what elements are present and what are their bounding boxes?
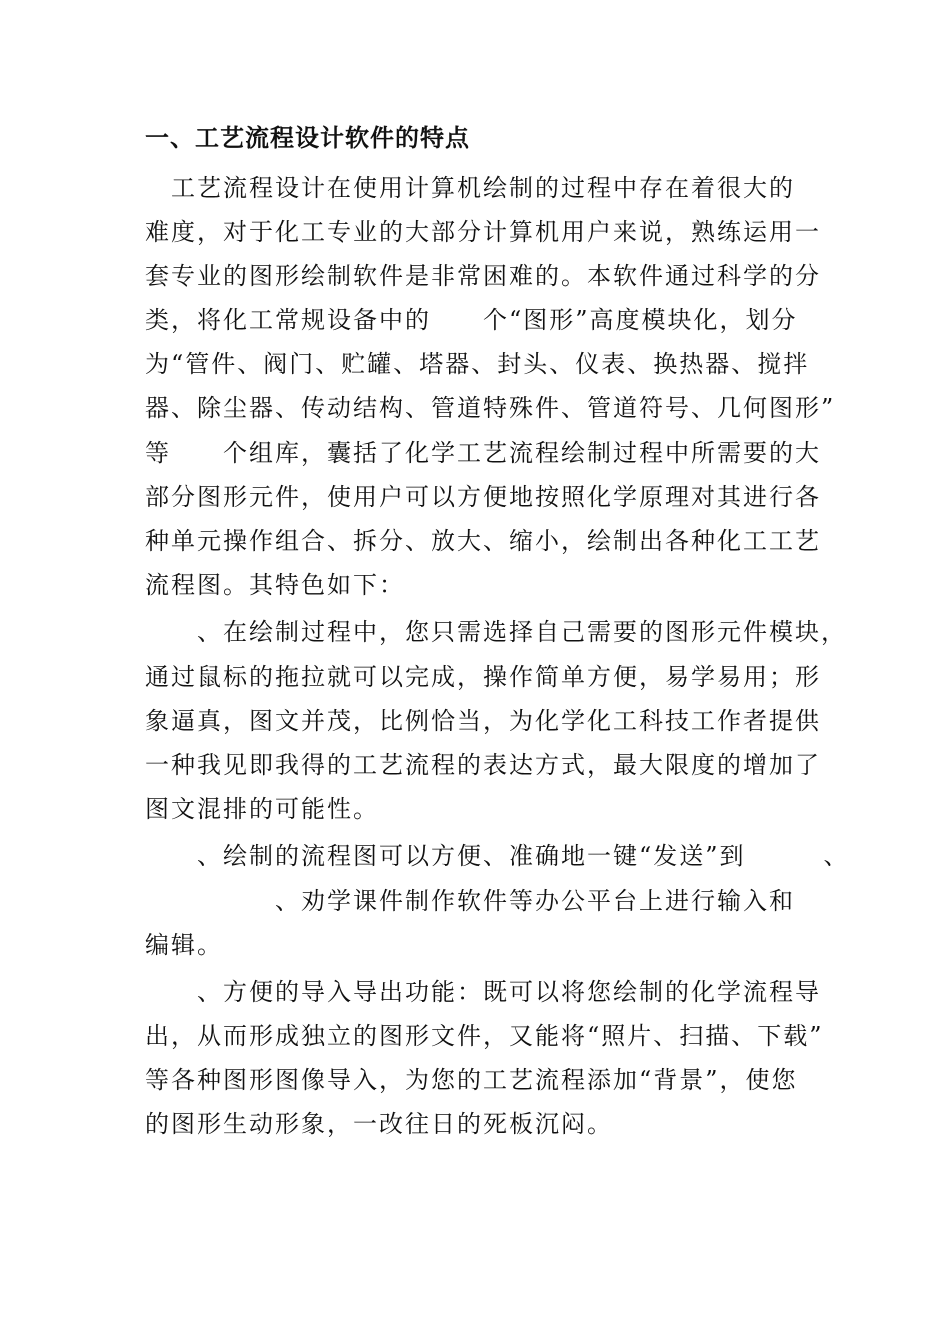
paragraph-line: 通过鼠标的拖拉就可以完成，操作简单方便，易学易用；形 [145, 663, 821, 691]
section-heading: 一、工艺流程设计软件的特点 [145, 124, 470, 152]
paragraph-line: 等各种图形图像导入，为您的工艺流程添加“背景”，使您 [145, 1066, 798, 1094]
paragraph-line: 、绘制的流程图可以方便、准确地一键“发送”到 、 [145, 842, 850, 870]
paragraph-line: 部分图形元件，使用户可以方便地按照化学原理对其进行各 [145, 483, 821, 511]
paragraph-line: 、方便的导入导出功能：既可以将您绘制的化学流程导 [145, 978, 821, 1006]
paragraph-line: 流程图。其特色如下： [145, 571, 405, 599]
paragraph-line: 一种我见即我得的工艺流程的表达方式，最大限度的增加了 [145, 751, 821, 779]
paragraph-line: 等 个组库，囊括了化学工艺流程绘制过程中所需要的大 [145, 439, 821, 467]
paragraph-line: 的图形生动形象，一改往日的死板沉闷。 [145, 1110, 613, 1138]
paragraph-line: 、劝学课件制作软件等办公平台上进行输入和 [145, 887, 795, 915]
paragraph-line: 难度，对于化工专业的大部分计算机用户来说，熟练运用一 [145, 218, 821, 246]
paragraph-line: 象逼真，图文并茂，比例恰当，为化学化工科技工作者提供 [145, 707, 821, 735]
paragraph-line: 为“管件、阀门、贮罐、塔器、封头、仪表、换热器、搅拌 [145, 350, 810, 378]
paragraph-line: 类，将化工常规设备中的 个“图形”高度模块化，划分 [145, 306, 798, 334]
paragraph-line: 器、除尘器、传动结构、管道特殊件、管道符号、几何图形” [145, 394, 836, 422]
paragraph-line: 、在绘制过程中，您只需选择自己需要的图形元件模块， [145, 618, 847, 646]
paragraph-line: 套专业的图形绘制软件是非常困难的。本软件通过科学的分 [145, 262, 821, 290]
paragraph-line: 工艺流程设计在使用计算机绘制的过程中存在着很大的 [145, 174, 795, 202]
paragraph-line: 出，从而形成独立的图形文件，又能将“照片、扫描、下载” [145, 1022, 824, 1050]
paragraph-line: 种单元操作组合、拆分、放大、缩小，绘制出各种化工工艺 [145, 527, 821, 555]
paragraph-line: 图文混排的可能性。 [145, 795, 379, 823]
paragraph-line: 编辑。 [145, 931, 223, 959]
